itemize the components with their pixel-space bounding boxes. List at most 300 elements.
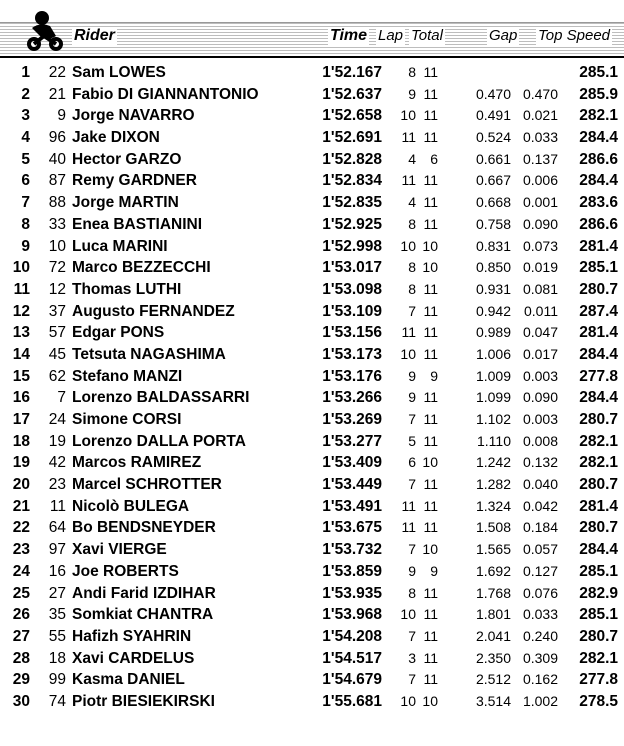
gap-to-first: 1.102 <box>475 411 511 427</box>
top-speed: 285.1 <box>579 259 618 277</box>
position: 6 <box>21 172 30 190</box>
best-lap: 9 <box>408 85 416 102</box>
lap-time: 1'53.491 <box>322 497 382 515</box>
best-lap: 6 <box>408 454 416 471</box>
best-lap: 11 <box>401 497 416 514</box>
position: 13 <box>12 324 30 342</box>
header-total: Total <box>411 27 443 44</box>
rider-number: 57 <box>48 324 66 342</box>
lap-time: 1'53.409 <box>322 454 382 472</box>
top-speed: 280.7 <box>579 476 618 494</box>
rider-number: 9 <box>57 107 66 125</box>
gap-to-previous: 0.132 <box>522 454 558 471</box>
gap-to-first: 0.667 <box>475 172 511 189</box>
best-lap: 7 <box>408 411 416 427</box>
total-laps: 11 <box>423 627 438 644</box>
lap-time: 1'52.637 <box>322 85 382 103</box>
gap-to-first: 1.006 <box>475 345 511 362</box>
table-row <box>0 149 624 171</box>
position: 12 <box>12 302 30 320</box>
gap-to-first: 1.110 <box>477 432 511 449</box>
lap-time: 1'52.691 <box>322 129 382 147</box>
top-speed: 280.7 <box>579 519 618 537</box>
rider-name: Sam LOWES <box>72 64 166 81</box>
gap-to-previous: 0.001 <box>522 194 558 211</box>
total-laps: 10 <box>422 692 438 709</box>
gap-to-previous: 0.137 <box>522 150 558 167</box>
position: 3 <box>21 107 30 125</box>
results-table <box>0 62 624 713</box>
table-row <box>0 387 624 409</box>
gap-to-previous: 0.003 <box>522 367 558 384</box>
gap-to-first: 0.931 <box>475 280 511 297</box>
rider-name: Andi Farid IZDIHAR <box>72 584 216 602</box>
table-row <box>0 648 624 670</box>
rider-number: 87 <box>48 172 66 190</box>
rider-name: Jorge MARTIN <box>72 194 179 212</box>
gap-to-previous: 0.006 <box>522 172 558 189</box>
best-lap: 8 <box>408 259 416 276</box>
gap-to-previous: 0.021 <box>522 107 558 124</box>
gap-to-first: 0.491 <box>475 107 511 124</box>
top-speed: 280.7 <box>579 411 618 428</box>
table-row <box>0 474 624 496</box>
position: 1 <box>21 64 30 81</box>
total-laps: 11 <box>423 280 438 297</box>
header-top-speed: Top Speed <box>538 27 611 44</box>
top-speed: 282.1 <box>579 454 618 472</box>
gap-to-first: 1.565 <box>475 541 511 558</box>
lap-time: 1'52.834 <box>322 172 382 190</box>
best-lap: 8 <box>408 280 416 297</box>
gap-to-previous: 0.127 <box>522 562 558 579</box>
total-laps: 9 <box>430 367 438 384</box>
best-lap: 10 <box>400 606 416 623</box>
position: 21 <box>12 497 30 515</box>
position: 5 <box>21 150 30 168</box>
top-speed: 285.1 <box>579 64 618 81</box>
rider-name: Augusto FERNANDEZ <box>72 302 235 320</box>
top-speed: 281.4 <box>579 324 618 342</box>
top-speed: 286.6 <box>579 215 618 233</box>
total-laps: 10 <box>422 259 438 276</box>
lap-time: 1'53.156 <box>322 324 382 342</box>
best-lap: 11 <box>401 129 416 146</box>
lap-time: 1'54.208 <box>322 627 382 645</box>
rider-number: 16 <box>48 562 66 580</box>
lap-time: 1'52.658 <box>322 107 382 125</box>
best-lap: 9 <box>408 389 416 406</box>
rider-name: Remy GARDNER <box>72 172 197 190</box>
rider-number: 11 <box>49 497 66 515</box>
table-row <box>0 62 624 84</box>
gap-to-previous: 0.047 <box>522 324 558 341</box>
rider-number: 22 <box>48 64 66 81</box>
lap-time: 1'53.269 <box>322 411 382 428</box>
table-row <box>0 322 624 344</box>
best-lap: 5 <box>408 432 416 449</box>
position: 11 <box>13 280 30 298</box>
position: 7 <box>21 194 30 212</box>
position: 8 <box>21 215 30 233</box>
best-lap: 7 <box>408 476 416 493</box>
best-lap: 7 <box>408 671 416 688</box>
rider-name: Hafizh SYAHRIN <box>72 627 192 645</box>
best-lap: 9 <box>408 367 416 384</box>
rider-number: 21 <box>48 85 66 103</box>
lap-time: 1'52.828 <box>322 150 382 168</box>
top-speed: 284.4 <box>579 172 618 190</box>
best-lap: 10 <box>400 345 416 362</box>
position: 18 <box>12 432 30 450</box>
best-lap: 7 <box>408 627 416 644</box>
gap-to-first: 1.768 <box>475 584 511 601</box>
rider-name: Piotr BIESIEKIRSKI <box>72 692 215 710</box>
lap-time: 1'53.109 <box>322 302 382 320</box>
total-laps: 11 <box>423 389 438 406</box>
position: 30 <box>12 692 30 710</box>
gap-to-previous: 0.073 <box>522 237 558 254</box>
rider-number: 99 <box>48 671 66 689</box>
top-speed: 282.1 <box>579 649 618 667</box>
table-row <box>0 257 624 279</box>
lap-time: 1'53.732 <box>322 541 382 559</box>
rider-name: Xavi CARDELUS <box>72 649 195 667</box>
rider-name: Bo BENDSNEYDER <box>72 519 216 537</box>
lap-time: 1'53.017 <box>322 259 382 277</box>
lap-time: 1'53.675 <box>322 519 382 537</box>
table-row <box>0 279 624 301</box>
gap-to-previous: 0.076 <box>522 584 558 601</box>
table-row <box>0 626 624 648</box>
gap-to-previous: 0.240 <box>522 627 558 644</box>
gap-to-first: 1.099 <box>475 389 511 406</box>
best-lap: 11 <box>401 519 416 536</box>
lap-time: 1'55.681 <box>322 692 382 710</box>
gap-to-previous: 0.057 <box>522 541 558 558</box>
lap-time: 1'54.679 <box>322 671 382 689</box>
gap-to-first: 0.524 <box>475 129 511 146</box>
top-speed: 284.4 <box>579 389 618 407</box>
gap-to-previous: 0.033 <box>522 606 558 623</box>
position: 4 <box>21 129 30 147</box>
rider-name: Joe ROBERTS <box>72 562 179 580</box>
best-lap: 7 <box>408 541 416 558</box>
rider-name: Kasma DANIEL <box>72 671 185 689</box>
best-lap: 4 <box>408 194 416 211</box>
header-gap: Gap <box>489 27 518 44</box>
rider-name: Edgar PONS <box>72 324 165 342</box>
total-laps: 11 <box>423 584 438 601</box>
header-time: Time <box>330 27 368 44</box>
total-laps: 11 <box>423 324 438 341</box>
lap-time: 1'54.517 <box>322 649 382 667</box>
rider-name: Hector GARZO <box>72 150 182 168</box>
position: 15 <box>12 367 30 385</box>
best-lap: 11 <box>401 324 416 341</box>
header-rider: Rider <box>74 27 115 44</box>
gap-to-previous: 0.033 <box>522 129 558 146</box>
gap-to-first: 0.989 <box>475 324 511 341</box>
gap-to-first: 0.470 <box>475 85 511 102</box>
top-speed: 278.5 <box>579 692 618 710</box>
table-row <box>0 583 624 605</box>
gap-to-first: 0.831 <box>475 237 511 254</box>
gap-to-first: 1.324 <box>475 497 511 514</box>
rider-number: 23 <box>48 476 66 494</box>
lap-time: 1'53.449 <box>322 476 382 494</box>
table-row <box>0 192 624 214</box>
lap-time: 1'52.998 <box>322 237 382 255</box>
total-laps: 11 <box>423 606 438 623</box>
top-speed: 281.4 <box>579 237 618 255</box>
total-laps: 11 <box>423 172 438 189</box>
rider-number: 72 <box>48 259 66 277</box>
rider-name: Luca MARINI <box>72 237 168 255</box>
rider-name: Marcos RAMIREZ <box>72 454 202 472</box>
lap-time: 1'52.167 <box>322 64 382 81</box>
gap-to-first: 2.350 <box>475 649 511 666</box>
lap-time: 1'52.835 <box>322 194 382 212</box>
rider-number: 45 <box>48 345 66 363</box>
top-speed: 280.7 <box>579 280 618 298</box>
top-speed: 285.9 <box>579 85 618 103</box>
best-lap: 8 <box>408 215 416 232</box>
rider-number: 27 <box>48 584 66 602</box>
table-row <box>0 366 624 388</box>
rider-number: 40 <box>48 150 66 168</box>
rider-number: 96 <box>48 129 66 147</box>
gap-to-previous: 0.008 <box>522 432 558 449</box>
position: 27 <box>12 627 30 645</box>
top-speed: 284.4 <box>579 541 618 559</box>
top-speed: 283.6 <box>579 194 618 212</box>
top-speed: 280.7 <box>579 627 618 645</box>
gap-to-previous: 0.090 <box>522 389 558 406</box>
top-speed: 282.1 <box>579 432 618 450</box>
rider-number: 74 <box>48 692 66 710</box>
rider-name: Xavi VIERGE <box>72 541 167 559</box>
gap-to-previous: 0.040 <box>522 476 558 493</box>
position: 2 <box>21 85 30 103</box>
position: 19 <box>12 454 30 472</box>
best-lap: 9 <box>408 562 416 579</box>
gap-to-previous: 0.162 <box>522 671 558 688</box>
gap-to-first: 1.009 <box>475 367 511 384</box>
position: 17 <box>12 411 30 428</box>
table-row <box>0 496 624 518</box>
rider-name: Nicolò BULEGA <box>72 497 190 515</box>
best-lap: 8 <box>408 584 416 601</box>
total-laps: 11 <box>423 129 438 146</box>
motorcycle-rider-icon <box>20 6 68 54</box>
gap-to-first: 2.041 <box>475 627 511 644</box>
table-row <box>0 604 624 626</box>
position: 28 <box>12 649 30 667</box>
gap-to-previous: 0.184 <box>522 519 558 536</box>
top-speed: 285.1 <box>579 562 618 580</box>
rider-number: 12 <box>48 280 66 298</box>
top-speed: 286.6 <box>579 150 618 168</box>
position: 29 <box>12 671 30 689</box>
gap-to-previous: 0.011 <box>524 302 558 319</box>
position: 9 <box>21 237 30 255</box>
rider-name: Lorenzo BALDASSARRI <box>72 389 250 407</box>
total-laps: 11 <box>423 497 438 514</box>
rider-number: 97 <box>48 541 66 559</box>
best-lap: 8 <box>408 64 416 80</box>
header-lap: Lap <box>378 27 404 44</box>
position: 25 <box>12 584 30 602</box>
rider-number: 33 <box>48 215 66 233</box>
total-laps: 10 <box>422 237 438 254</box>
table-row <box>0 301 624 323</box>
rider-number: 18 <box>48 649 66 667</box>
gap-to-first: 2.512 <box>475 671 511 688</box>
position: 14 <box>12 345 30 363</box>
best-lap: 4 <box>408 150 416 167</box>
position: 22 <box>12 519 30 537</box>
gap-to-first: 1.242 <box>475 454 511 471</box>
rider-name: Thomas LUTHI <box>72 280 182 298</box>
gap-to-previous: 0.090 <box>522 215 558 232</box>
position: 23 <box>12 541 30 559</box>
top-speed: 285.1 <box>579 606 618 624</box>
table-row <box>0 409 624 431</box>
best-lap: 10 <box>400 237 416 254</box>
table-row <box>0 669 624 691</box>
gap-to-previous: 0.081 <box>522 280 558 297</box>
table-row <box>0 105 624 127</box>
rider-number: 88 <box>48 194 66 212</box>
top-speed: 284.4 <box>579 345 618 363</box>
gap-to-first: 0.758 <box>475 215 511 232</box>
top-speed: 281.4 <box>579 497 618 515</box>
table-row <box>0 452 624 474</box>
table-row <box>0 127 624 149</box>
rider-number: 37 <box>48 302 66 320</box>
table-row <box>0 539 624 561</box>
gap-to-previous: 0.003 <box>522 411 558 427</box>
position: 26 <box>12 606 30 624</box>
best-lap: 10 <box>400 107 416 124</box>
total-laps: 11 <box>423 85 438 102</box>
lap-time: 1'53.266 <box>322 389 382 407</box>
table-row <box>0 344 624 366</box>
top-speed: 282.9 <box>579 584 618 602</box>
table-row <box>0 431 624 453</box>
rider-name: Lorenzo DALLA PORTA <box>72 432 246 450</box>
lap-time: 1'53.173 <box>322 345 382 363</box>
total-laps: 6 <box>430 150 438 167</box>
total-laps: 11 <box>423 302 438 319</box>
gap-to-previous: 0.042 <box>522 497 558 514</box>
rider-name: Marcel SCHROTTER <box>72 476 222 494</box>
rider-number: 42 <box>48 454 66 472</box>
total-laps: 11 <box>423 411 438 427</box>
table-row <box>0 517 624 539</box>
gap-to-first: 3.514 <box>475 692 511 709</box>
gap-to-first: 1.282 <box>475 476 511 493</box>
best-lap: 3 <box>408 649 416 666</box>
total-laps: 11 <box>423 107 438 124</box>
rider-name: Somkiat CHANTRA <box>72 606 214 624</box>
total-laps: 11 <box>423 345 438 362</box>
rider-name: Marco BEZZECCHI <box>72 259 211 277</box>
gap-to-first: 0.850 <box>475 259 511 276</box>
results-header <box>0 0 624 56</box>
top-speed: 277.8 <box>579 671 618 689</box>
best-lap: 11 <box>401 172 416 189</box>
table-row <box>0 84 624 106</box>
lap-time: 1'53.859 <box>322 562 382 580</box>
lap-time: 1'53.277 <box>322 432 382 450</box>
rider-number: 35 <box>48 606 66 624</box>
rider-name: Simone CORSI <box>72 411 182 428</box>
table-row <box>0 691 624 713</box>
rider-name: Tetsuta NAGASHIMA <box>72 345 226 363</box>
gap-to-previous: 0.470 <box>522 85 558 102</box>
lap-time: 1'53.098 <box>322 280 382 298</box>
gap-to-first: 1.692 <box>475 562 511 579</box>
total-laps: 10 <box>422 541 438 558</box>
gap-to-first: 0.942 <box>475 302 511 319</box>
total-laps: 11 <box>423 649 438 666</box>
rider-number: 64 <box>48 519 66 537</box>
total-laps: 11 <box>423 519 438 536</box>
rider-number: 10 <box>48 237 66 255</box>
position: 24 <box>12 562 30 580</box>
lap-time: 1'53.176 <box>322 367 382 385</box>
rider-number: 19 <box>48 432 66 450</box>
total-laps: 10 <box>422 454 438 471</box>
position: 16 <box>12 389 30 407</box>
top-speed: 282.1 <box>579 107 618 125</box>
gap-to-first: 0.661 <box>475 150 511 167</box>
best-lap: 7 <box>408 302 416 319</box>
rider-name: Enea BASTIANINI <box>72 215 203 233</box>
gap-to-previous: 0.017 <box>522 345 558 362</box>
lap-time: 1'53.935 <box>322 584 382 602</box>
top-speed: 287.4 <box>579 302 618 320</box>
rider-number: 55 <box>48 627 66 645</box>
total-laps: 9 <box>430 562 438 579</box>
position: 20 <box>12 476 30 494</box>
gap-to-previous: 0.019 <box>522 259 558 276</box>
best-lap: 10 <box>400 692 416 709</box>
total-laps: 11 <box>423 432 438 449</box>
rider-name: Stefano MANZI <box>72 367 183 385</box>
gap-to-first: 1.801 <box>475 606 511 623</box>
table-row <box>0 561 624 583</box>
rider-name: Jorge NAVARRO <box>72 107 195 125</box>
total-laps: 11 <box>423 671 438 688</box>
lap-time: 1'52.925 <box>322 215 382 233</box>
rider-name: Jake DIXON <box>72 129 160 147</box>
top-speed: 277.8 <box>579 367 618 385</box>
lap-time: 1'53.968 <box>322 606 382 624</box>
gap-to-previous: 1.002 <box>522 692 558 709</box>
gap-to-first: 1.508 <box>475 519 511 536</box>
gap-to-previous: 0.309 <box>522 649 558 666</box>
position: 10 <box>12 259 30 277</box>
rider-number: 7 <box>57 389 66 407</box>
total-laps: 11 <box>423 64 438 80</box>
table-row <box>0 236 624 258</box>
rider-number: 62 <box>48 367 66 385</box>
rider-number: 24 <box>48 411 66 428</box>
total-laps: 11 <box>423 476 438 493</box>
